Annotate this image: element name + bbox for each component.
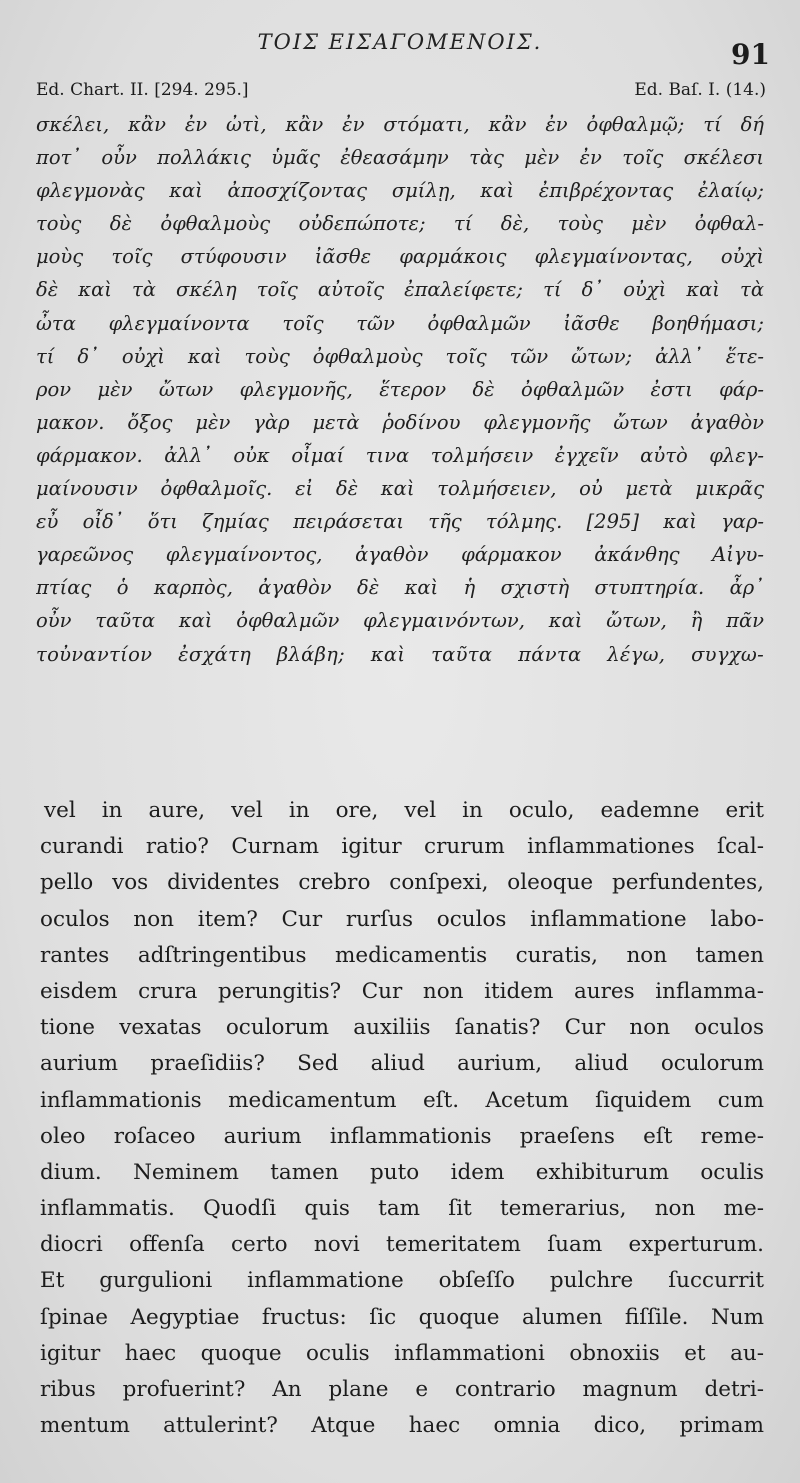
latin-text-line: inflammatis. Quodſi quis tam ſit temerarius, non me-: [40, 1196, 764, 1222]
edition-reference-right: Ed. Baſ. I. (14.): [634, 80, 766, 100]
latin-text-line: inflammationis medicamentum eſt. Acetum ſiquidem cum: [40, 1087, 764, 1113]
greek-text-line: γαρεῶνος φλεγμαίνοντος, ἀγαθὸν φάρμακον ἀκάνθης Αἰγυ-: [36, 543, 764, 567]
greek-text-line: τοὺς δὲ ὀφθαλμοὺς οὐδεπώποτε; τί δὲ, τοὺς μὲν ὀφθαλ-: [36, 212, 764, 236]
latin-text-line: ribus profuerint? An plane e contrario magnum detri-: [40, 1377, 764, 1402]
page-number: 91: [731, 38, 770, 71]
latin-text-line: oculos non item? Cur rurſus oculos inflammatione labo-: [40, 906, 764, 932]
greek-text-line: μακον. ὄξος μὲν γὰρ μετὰ ῥοδίνου φλεγμονῆς ὤτων ἀγαθὸν: [36, 410, 764, 434]
latin-text-line: curandi ratio? Curnam igitur crurum inflammationes ſcal-: [40, 834, 764, 860]
latin-text-block: [40, 793, 764, 1444]
latin-text-line: tione vexatas oculorum auxiliis ſanatis? Cur non oculos: [40, 1015, 764, 1041]
latin-text-line: rantes adſtringentibus medicamentis curatis, non tamen: [40, 942, 764, 968]
greek-text-line: ρον μὲν ὤτων φλεγμονῆς, ἕτερον δὲ ὀφθαλμῶν ἐστι φάρ-: [36, 377, 764, 401]
latin-text-line: aurium praeſidiis? Sed aliud aurium, aliud oculorum: [40, 1051, 764, 1077]
greek-text-line: μαίνουσιν ὀφθαλμοῖς. εἰ δὲ καὶ τολμήσειεν, οὐ μετὰ μικρᾶς: [36, 477, 764, 501]
greek-text-line: εὖ οἶδ᾽ ὅτι ζημίας πειράσεται τῆς τόλμης. [295] καὶ γαρ-: [36, 510, 764, 534]
latin-text-line: ſpinae Aegyptiae fructus: ſic quoque alumen fiſſile. Num: [40, 1304, 764, 1330]
edition-reference-left: Ed. Chart. II. [294. 295.]: [36, 80, 249, 100]
greek-text-line: οὖν ταῦτα καὶ ὀφθαλμῶν φλεγμαινόντων, καὶ ὤτων, ἢ πᾶν: [36, 609, 764, 633]
greek-text-line: σκέλει, κἂν ἐν ὠτὶ, κἂν ἐν στόματι, κἂν ἐν ὀφθαλμῷ; τί δή: [36, 113, 764, 136]
latin-text-line: diocri offenſa certo novi temeritatem ſuam experturum.: [40, 1232, 764, 1258]
greek-text-line: φάρμακον. ἀλλ᾽ οὐκ οἶμαί τινα τολμήσειν ἐγχεῖν αὐτὸ φλεγ-: [36, 443, 764, 467]
greek-text-line: δὲ καὶ τὰ σκέλη τοῖς αὐτοῖς ἐπαλείφετε; τί δ᾽ οὐχὶ καὶ τὰ: [36, 278, 764, 302]
latin-text-line: mentum attulerint? Atque haec omnia dico, primam: [40, 1413, 764, 1439]
latin-text-line: eisdem crura perungitis? Cur non itidem aures inflamma-: [40, 978, 764, 1004]
greek-text-line: φλεγμονὰς καὶ ἀποσχίζοντας σμίλῃ, καὶ ἐπιβρέχοντας ἐλαίῳ;: [36, 179, 764, 203]
latin-text-line: igitur haec quoque oculis inflammationi obnoxiis et au-: [40, 1340, 764, 1366]
latin-text-line: oleo roſaceo aurium inflammationis praeſens eſt reme-: [40, 1123, 764, 1149]
greek-text-line: μοὺς τοῖς στύφουσιν ἰᾶσθε φαρμάκοις φλεγμαίνοντας, οὐχὶ: [36, 245, 764, 269]
greek-text-block: [36, 108, 764, 671]
greek-text-line: ποτ᾽ οὖν πολλάκις ὑμᾶς ἐθεασάμην τὰς μὲν ἐν τοῖς σκέλεσι: [36, 146, 764, 170]
latin-text-line: vel in aure, vel in ore, vel in oculo, eademne erit: [44, 798, 764, 823]
latin-text-line: Et gurgulioni inflammatione obſeſſo pulchre ſuccurrit: [40, 1268, 764, 1294]
latin-text-line: dium. Neminem tamen puto idem exhibiturum oculis: [40, 1159, 764, 1185]
greek-text-line: τί δ᾽ οὐχὶ καὶ τοὺς ὀφθαλμοὺς τοῖς τῶν ὤτων; ἀλλ᾽ ἕτε-: [36, 344, 764, 368]
running-title: ΤΟΙΣ ΕΙΣΑΓΟΜΕΝΟΙΣ.: [257, 30, 543, 54]
greek-text-line: τοὐναντίον ἐσχάτη βλάβη; καὶ ταῦτα πάντα λέγω, συγχω-: [36, 642, 764, 666]
latin-text-line: pello vos dividentes crebro conſpexi, oleoque perfundentes,: [40, 870, 764, 896]
greek-text-line: ὦτα φλεγμαίνοντα τοῖς τῶν ὀφθαλμῶν ἰᾶσθε βοηθήμασι;: [36, 311, 764, 335]
greek-text-line: πτίας ὁ καρπὸς, ἀγαθὸν δὲ καὶ ἡ σχιστὴ στυπτηρία. ἆρ᾽: [36, 576, 764, 600]
